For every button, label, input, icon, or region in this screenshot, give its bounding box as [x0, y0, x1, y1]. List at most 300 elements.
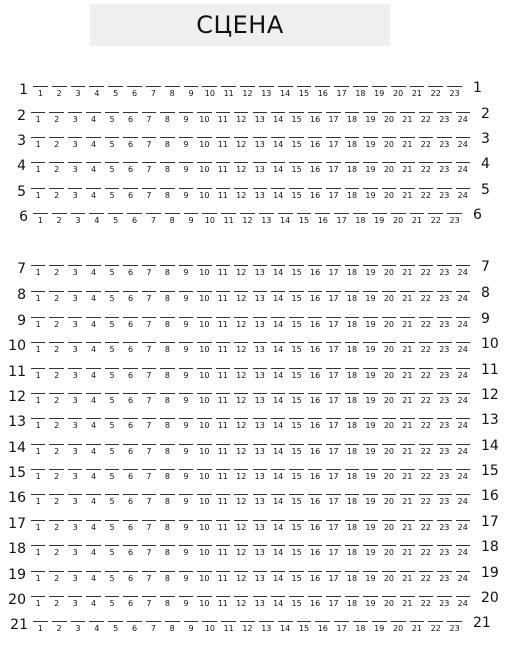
seat-19-2[interactable] — [47, 567, 65, 587]
seat-11-16[interactable] — [306, 364, 324, 384]
seat-16-1[interactable] — [29, 490, 47, 510]
seat-2-11[interactable] — [214, 108, 232, 128]
seat-9-6[interactable] — [121, 313, 139, 333]
seat-2-18[interactable] — [343, 108, 361, 128]
seat-17-4[interactable] — [84, 516, 102, 536]
seat-7-20[interactable] — [380, 261, 398, 281]
seat-19-4[interactable] — [84, 567, 102, 587]
seat-21-11[interactable] — [219, 617, 238, 637]
seat-18-11[interactable] — [214, 541, 232, 561]
seat-13-10[interactable] — [195, 414, 213, 434]
seat-14-6[interactable] — [121, 440, 139, 460]
seat-21-15[interactable] — [295, 617, 314, 637]
seat-2-13[interactable] — [251, 108, 269, 128]
seat-14-8[interactable] — [158, 440, 176, 460]
seat-8-6[interactable] — [121, 287, 139, 307]
seat-12-18[interactable] — [343, 389, 361, 409]
seat-8-8[interactable] — [158, 287, 176, 307]
seat-5-10[interactable] — [195, 184, 213, 204]
seat-15-15[interactable] — [287, 465, 305, 485]
seat-19-6[interactable] — [121, 567, 139, 587]
seat-6-15[interactable] — [295, 209, 314, 229]
seat-14-9[interactable] — [177, 440, 195, 460]
seat-16-16[interactable] — [306, 490, 324, 510]
seat-9-15[interactable] — [287, 313, 305, 333]
seat-13-19[interactable] — [361, 414, 379, 434]
seat-15-6[interactable] — [121, 465, 139, 485]
seat-6-9[interactable] — [182, 209, 201, 229]
seat-17-8[interactable] — [158, 516, 176, 536]
seat-2-23[interactable] — [435, 108, 453, 128]
seat-12-9[interactable] — [177, 389, 195, 409]
seat-11-4[interactable] — [84, 364, 102, 384]
seat-13-21[interactable] — [398, 414, 416, 434]
seat-2-14[interactable] — [269, 108, 287, 128]
seat-1-12[interactable] — [238, 82, 257, 102]
seat-16-23[interactable] — [435, 490, 453, 510]
seat-4-6[interactable] — [121, 158, 139, 178]
seat-20-22[interactable] — [417, 592, 435, 612]
seat-9-2[interactable] — [47, 313, 65, 333]
seat-10-5[interactable] — [103, 338, 121, 358]
seat-4-14[interactable] — [269, 158, 287, 178]
seat-7-22[interactable] — [417, 261, 435, 281]
seat-15-19[interactable] — [361, 465, 379, 485]
seat-5-21[interactable] — [398, 184, 416, 204]
seat-4-19[interactable] — [361, 158, 379, 178]
seat-15-7[interactable] — [140, 465, 158, 485]
seat-19-15[interactable] — [287, 567, 305, 587]
seat-6-23[interactable] — [445, 209, 464, 229]
seat-4-3[interactable] — [66, 158, 84, 178]
seat-13-7[interactable] — [140, 414, 158, 434]
seat-15-14[interactable] — [269, 465, 287, 485]
seat-5-20[interactable] — [380, 184, 398, 204]
seat-6-10[interactable] — [200, 209, 219, 229]
seat-18-21[interactable] — [398, 541, 416, 561]
seat-20-23[interactable] — [435, 592, 453, 612]
seat-2-7[interactable] — [140, 108, 158, 128]
seat-21-5[interactable] — [106, 617, 125, 637]
seat-10-4[interactable] — [84, 338, 102, 358]
seat-4-23[interactable] — [435, 158, 453, 178]
seat-8-14[interactable] — [269, 287, 287, 307]
seat-1-23[interactable] — [445, 82, 464, 102]
seat-9-7[interactable] — [140, 313, 158, 333]
seat-10-21[interactable] — [398, 338, 416, 358]
seat-15-11[interactable] — [214, 465, 232, 485]
seat-1-16[interactable] — [313, 82, 332, 102]
seat-11-20[interactable] — [380, 364, 398, 384]
seat-2-16[interactable] — [306, 108, 324, 128]
seat-5-22[interactable] — [417, 184, 435, 204]
seat-20-10[interactable] — [195, 592, 213, 612]
seat-16-12[interactable] — [232, 490, 250, 510]
seat-8-3[interactable] — [66, 287, 84, 307]
seat-18-6[interactable] — [121, 541, 139, 561]
seat-10-18[interactable] — [343, 338, 361, 358]
seat-10-17[interactable] — [324, 338, 342, 358]
seat-2-3[interactable] — [66, 108, 84, 128]
seat-2-19[interactable] — [361, 108, 379, 128]
seat-1-4[interactable] — [87, 82, 106, 102]
seat-12-17[interactable] — [324, 389, 342, 409]
seat-4-22[interactable] — [417, 158, 435, 178]
seat-4-4[interactable] — [84, 158, 102, 178]
seat-10-20[interactable] — [380, 338, 398, 358]
seat-16-22[interactable] — [417, 490, 435, 510]
seat-18-18[interactable] — [343, 541, 361, 561]
seat-8-10[interactable] — [195, 287, 213, 307]
seat-15-24[interactable] — [454, 465, 472, 485]
seat-18-13[interactable] — [251, 541, 269, 561]
seat-18-4[interactable] — [84, 541, 102, 561]
seat-13-22[interactable] — [417, 414, 435, 434]
seat-15-5[interactable] — [103, 465, 121, 485]
seat-19-20[interactable] — [380, 567, 398, 587]
seat-8-11[interactable] — [214, 287, 232, 307]
seat-19-9[interactable] — [177, 567, 195, 587]
seat-2-24[interactable] — [454, 108, 472, 128]
seat-11-2[interactable] — [47, 364, 65, 384]
seat-12-16[interactable] — [306, 389, 324, 409]
seat-4-21[interactable] — [398, 158, 416, 178]
seat-17-11[interactable] — [214, 516, 232, 536]
seat-1-14[interactable] — [276, 82, 295, 102]
seat-12-19[interactable] — [361, 389, 379, 409]
seat-7-21[interactable] — [398, 261, 416, 281]
seat-6-16[interactable] — [313, 209, 332, 229]
seat-8-13[interactable] — [251, 287, 269, 307]
seat-9-9[interactable] — [177, 313, 195, 333]
seat-16-20[interactable] — [380, 490, 398, 510]
seat-9-17[interactable] — [324, 313, 342, 333]
seat-6-18[interactable] — [351, 209, 370, 229]
seat-9-5[interactable] — [103, 313, 121, 333]
seat-1-19[interactable] — [370, 82, 389, 102]
seat-7-2[interactable] — [47, 261, 65, 281]
seat-17-18[interactable] — [343, 516, 361, 536]
seat-1-5[interactable] — [106, 82, 125, 102]
seat-10-1[interactable] — [29, 338, 47, 358]
seat-16-2[interactable] — [47, 490, 65, 510]
seat-3-4[interactable] — [84, 133, 102, 153]
seat-14-22[interactable] — [417, 440, 435, 460]
seat-15-22[interactable] — [417, 465, 435, 485]
seat-17-2[interactable] — [47, 516, 65, 536]
seat-2-6[interactable] — [121, 108, 139, 128]
seat-15-12[interactable] — [232, 465, 250, 485]
seat-7-8[interactable] — [158, 261, 176, 281]
seat-11-22[interactable] — [417, 364, 435, 384]
seat-5-4[interactable] — [84, 184, 102, 204]
seat-18-19[interactable] — [361, 541, 379, 561]
seat-15-16[interactable] — [306, 465, 324, 485]
seat-10-16[interactable] — [306, 338, 324, 358]
seat-19-22[interactable] — [417, 567, 435, 587]
seat-15-17[interactable] — [324, 465, 342, 485]
seat-3-6[interactable] — [121, 133, 139, 153]
seat-13-11[interactable] — [214, 414, 232, 434]
seat-12-10[interactable] — [195, 389, 213, 409]
seat-2-15[interactable] — [287, 108, 305, 128]
seat-6-7[interactable] — [144, 209, 163, 229]
seat-19-18[interactable] — [343, 567, 361, 587]
seat-20-2[interactable] — [47, 592, 65, 612]
seat-19-14[interactable] — [269, 567, 287, 587]
seat-19-16[interactable] — [306, 567, 324, 587]
seat-13-13[interactable] — [251, 414, 269, 434]
seat-4-10[interactable] — [195, 158, 213, 178]
seat-11-10[interactable] — [195, 364, 213, 384]
seat-8-20[interactable] — [380, 287, 398, 307]
seat-3-9[interactable] — [177, 133, 195, 153]
seat-7-10[interactable] — [195, 261, 213, 281]
seat-15-8[interactable] — [158, 465, 176, 485]
seat-20-6[interactable] — [121, 592, 139, 612]
seat-13-3[interactable] — [66, 414, 84, 434]
seat-18-15[interactable] — [287, 541, 305, 561]
seat-8-16[interactable] — [306, 287, 324, 307]
seat-15-10[interactable] — [195, 465, 213, 485]
seat-7-19[interactable] — [361, 261, 379, 281]
seat-5-8[interactable] — [158, 184, 176, 204]
seat-21-23[interactable] — [445, 617, 464, 637]
seat-21-1[interactable] — [31, 617, 50, 637]
seat-16-17[interactable] — [324, 490, 342, 510]
seat-5-19[interactable] — [361, 184, 379, 204]
seat-7-18[interactable] — [343, 261, 361, 281]
seat-3-14[interactable] — [269, 133, 287, 153]
seat-1-6[interactable] — [125, 82, 144, 102]
seat-18-22[interactable] — [417, 541, 435, 561]
seat-2-10[interactable] — [195, 108, 213, 128]
seat-18-24[interactable] — [454, 541, 472, 561]
seat-12-5[interactable] — [103, 389, 121, 409]
seat-21-9[interactable] — [182, 617, 201, 637]
seat-3-12[interactable] — [232, 133, 250, 153]
seat-4-17[interactable] — [324, 158, 342, 178]
seat-20-16[interactable] — [306, 592, 324, 612]
seat-20-14[interactable] — [269, 592, 287, 612]
seat-6-6[interactable] — [125, 209, 144, 229]
seat-18-10[interactable] — [195, 541, 213, 561]
seat-7-4[interactable] — [84, 261, 102, 281]
seat-1-8[interactable] — [163, 82, 182, 102]
seat-6-11[interactable] — [219, 209, 238, 229]
seat-5-2[interactable] — [47, 184, 65, 204]
seat-5-16[interactable] — [306, 184, 324, 204]
seat-16-7[interactable] — [140, 490, 158, 510]
seat-9-18[interactable] — [343, 313, 361, 333]
seat-10-12[interactable] — [232, 338, 250, 358]
seat-18-16[interactable] — [306, 541, 324, 561]
seat-8-21[interactable] — [398, 287, 416, 307]
seat-4-20[interactable] — [380, 158, 398, 178]
seat-5-3[interactable] — [66, 184, 84, 204]
seat-17-14[interactable] — [269, 516, 287, 536]
seat-20-5[interactable] — [103, 592, 121, 612]
seat-15-20[interactable] — [380, 465, 398, 485]
seat-12-7[interactable] — [140, 389, 158, 409]
seat-20-17[interactable] — [324, 592, 342, 612]
seat-2-22[interactable] — [417, 108, 435, 128]
seat-1-21[interactable] — [408, 82, 427, 102]
seat-1-10[interactable] — [200, 82, 219, 102]
seat-7-3[interactable] — [66, 261, 84, 281]
seat-12-2[interactable] — [47, 389, 65, 409]
seat-6-19[interactable] — [370, 209, 389, 229]
seat-14-16[interactable] — [306, 440, 324, 460]
seat-1-13[interactable] — [257, 82, 276, 102]
seat-4-16[interactable] — [306, 158, 324, 178]
seat-16-4[interactable] — [84, 490, 102, 510]
seat-15-23[interactable] — [435, 465, 453, 485]
seat-10-14[interactable] — [269, 338, 287, 358]
seat-10-13[interactable] — [251, 338, 269, 358]
seat-20-13[interactable] — [251, 592, 269, 612]
seat-4-8[interactable] — [158, 158, 176, 178]
seat-8-12[interactable] — [232, 287, 250, 307]
seat-9-20[interactable] — [380, 313, 398, 333]
seat-3-22[interactable] — [417, 133, 435, 153]
seat-13-5[interactable] — [103, 414, 121, 434]
seat-4-5[interactable] — [103, 158, 121, 178]
seat-19-5[interactable] — [103, 567, 121, 587]
seat-20-18[interactable] — [343, 592, 361, 612]
seat-3-7[interactable] — [140, 133, 158, 153]
seat-13-12[interactable] — [232, 414, 250, 434]
seat-6-12[interactable] — [238, 209, 257, 229]
seat-15-1[interactable] — [29, 465, 47, 485]
seat-21-16[interactable] — [313, 617, 332, 637]
seat-16-3[interactable] — [66, 490, 84, 510]
seat-11-19[interactable] — [361, 364, 379, 384]
seat-5-18[interactable] — [343, 184, 361, 204]
seat-12-12[interactable] — [232, 389, 250, 409]
seat-4-11[interactable] — [214, 158, 232, 178]
seat-16-6[interactable] — [121, 490, 139, 510]
seat-17-3[interactable] — [66, 516, 84, 536]
seat-14-24[interactable] — [454, 440, 472, 460]
seat-10-6[interactable] — [121, 338, 139, 358]
seat-11-5[interactable] — [103, 364, 121, 384]
seat-17-5[interactable] — [103, 516, 121, 536]
seat-15-4[interactable] — [84, 465, 102, 485]
seat-9-21[interactable] — [398, 313, 416, 333]
seat-21-3[interactable] — [69, 617, 88, 637]
seat-11-14[interactable] — [269, 364, 287, 384]
seat-14-2[interactable] — [47, 440, 65, 460]
seat-13-16[interactable] — [306, 414, 324, 434]
seat-13-8[interactable] — [158, 414, 176, 434]
seat-2-9[interactable] — [177, 108, 195, 128]
seat-18-3[interactable] — [66, 541, 84, 561]
seat-17-21[interactable] — [398, 516, 416, 536]
seat-2-1[interactable] — [29, 108, 47, 128]
seat-7-11[interactable] — [214, 261, 232, 281]
seat-14-23[interactable] — [435, 440, 453, 460]
seat-8-24[interactable] — [454, 287, 472, 307]
seat-5-5[interactable] — [103, 184, 121, 204]
seat-7-9[interactable] — [177, 261, 195, 281]
seat-19-7[interactable] — [140, 567, 158, 587]
seat-21-13[interactable] — [257, 617, 276, 637]
seat-6-3[interactable] — [69, 209, 88, 229]
seat-11-23[interactable] — [435, 364, 453, 384]
seat-2-5[interactable] — [103, 108, 121, 128]
seat-17-20[interactable] — [380, 516, 398, 536]
seat-5-6[interactable] — [121, 184, 139, 204]
seat-21-10[interactable] — [200, 617, 219, 637]
seat-16-11[interactable] — [214, 490, 232, 510]
seat-6-22[interactable] — [426, 209, 445, 229]
seat-12-4[interactable] — [84, 389, 102, 409]
seat-19-11[interactable] — [214, 567, 232, 587]
seat-16-18[interactable] — [343, 490, 361, 510]
seat-12-20[interactable] — [380, 389, 398, 409]
seat-12-24[interactable] — [454, 389, 472, 409]
seat-11-24[interactable] — [454, 364, 472, 384]
seat-3-19[interactable] — [361, 133, 379, 153]
seat-14-17[interactable] — [324, 440, 342, 460]
seat-21-12[interactable] — [238, 617, 257, 637]
seat-1-20[interactable] — [389, 82, 408, 102]
seat-18-1[interactable] — [29, 541, 47, 561]
seat-1-22[interactable] — [426, 82, 445, 102]
seat-14-19[interactable] — [361, 440, 379, 460]
seat-10-8[interactable] — [158, 338, 176, 358]
seat-7-17[interactable] — [324, 261, 342, 281]
seat-14-18[interactable] — [343, 440, 361, 460]
seat-1-11[interactable] — [219, 82, 238, 102]
seat-9-13[interactable] — [251, 313, 269, 333]
seat-14-14[interactable] — [269, 440, 287, 460]
seat-18-23[interactable] — [435, 541, 453, 561]
seat-19-13[interactable] — [251, 567, 269, 587]
seat-12-6[interactable] — [121, 389, 139, 409]
seat-21-7[interactable] — [144, 617, 163, 637]
seat-6-21[interactable] — [408, 209, 427, 229]
seat-1-18[interactable] — [351, 82, 370, 102]
seat-3-20[interactable] — [380, 133, 398, 153]
seat-12-8[interactable] — [158, 389, 176, 409]
seat-8-7[interactable] — [140, 287, 158, 307]
seat-2-17[interactable] — [324, 108, 342, 128]
seat-9-4[interactable] — [84, 313, 102, 333]
seat-20-24[interactable] — [454, 592, 472, 612]
seat-21-21[interactable] — [408, 617, 427, 637]
seat-18-9[interactable] — [177, 541, 195, 561]
seat-15-3[interactable] — [66, 465, 84, 485]
seat-14-10[interactable] — [195, 440, 213, 460]
seat-14-3[interactable] — [66, 440, 84, 460]
seat-6-14[interactable] — [276, 209, 295, 229]
seat-8-18[interactable] — [343, 287, 361, 307]
seat-17-7[interactable] — [140, 516, 158, 536]
seat-21-4[interactable] — [87, 617, 106, 637]
seat-21-20[interactable] — [389, 617, 408, 637]
seat-10-11[interactable] — [214, 338, 232, 358]
seat-11-8[interactable] — [158, 364, 176, 384]
seat-5-1[interactable] — [29, 184, 47, 204]
seat-16-10[interactable] — [195, 490, 213, 510]
seat-11-18[interactable] — [343, 364, 361, 384]
seat-3-1[interactable] — [29, 133, 47, 153]
seat-11-1[interactable] — [29, 364, 47, 384]
seat-21-8[interactable] — [163, 617, 182, 637]
seat-9-24[interactable] — [454, 313, 472, 333]
